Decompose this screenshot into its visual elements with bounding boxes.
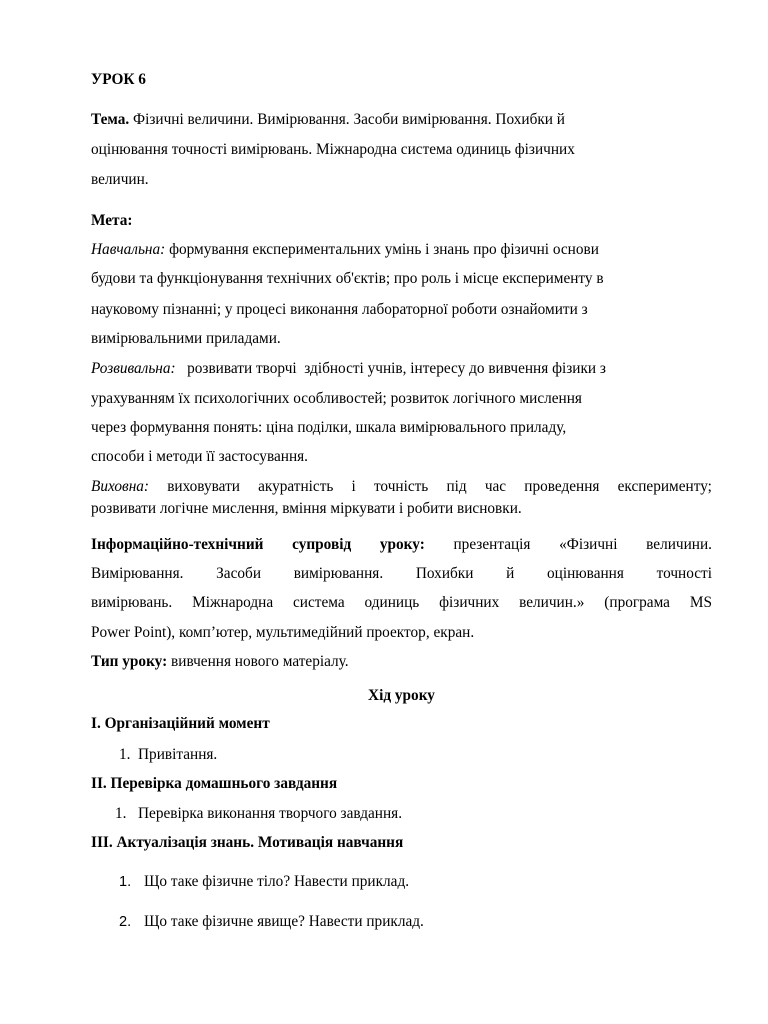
lesson-type: Тип уроку: вивчення нового матеріалу. bbox=[91, 653, 349, 670]
topic-line-3: величин. bbox=[91, 171, 149, 188]
developmental-goal-line-1: Розвивальна: розвивати творчі здібності учнів, інтересу до вивчення фізики з bbox=[91, 360, 606, 377]
upbringing-goal-line-1: Виховна: виховувати акуратність і точність під час проведення експерименту; bbox=[91, 478, 712, 495]
list-item: 1. Перевірка виконання творчого завдання. bbox=[115, 805, 403, 822]
educational-goal-line-2: будови та функціонування технічних об'єктів; про роль і місце експерименту в bbox=[91, 270, 604, 287]
developmental-label: Розвивальна: bbox=[91, 360, 176, 377]
support-line-1: Інформаційно-технічний супровід уроку: презентація «Фізичні величини. bbox=[91, 536, 712, 553]
list-item: 1. Що таке фізичне тіло? Навести приклад. bbox=[119, 873, 410, 890]
educational-label: Навчальна: bbox=[91, 241, 166, 258]
developmental-goal-line-3: через формування понять: ціна поділки, шкала вимірювального приладу, bbox=[91, 419, 567, 436]
lesson-title: УРОК 6 bbox=[91, 71, 146, 88]
upbringing-label: Виховна: bbox=[91, 478, 150, 495]
educational-goal-line-1: Навчальна: формування експериментальних умінь і знань про фізичні основи bbox=[91, 241, 599, 258]
goal-label: Мета: bbox=[91, 212, 133, 229]
educational-goal-line-4: вимірювальними приладами. bbox=[91, 330, 281, 347]
lesson-type-label: Тип уроку: bbox=[91, 653, 168, 670]
topic-line-1: Тема. Фізичні величини. Вимірювання. Засоби вимірювання. Похибки й bbox=[91, 111, 565, 128]
support-line-3: вимірювань. Міжнародна система одиниць фізичних величин.» (програма MS bbox=[91, 594, 712, 611]
support-line-2: Вимірювання. Засоби вимірювання. Похибки й оцінювання точності bbox=[91, 565, 712, 582]
section-title: ІІІ. Актуалізація знань. Мотивація навчання bbox=[91, 834, 404, 851]
list-item: 2. Що таке фізичне явище? Навести приклад. bbox=[119, 913, 424, 930]
support-line-4: Power Point), комп’ютер, мультимедійний проектор, екран. bbox=[91, 624, 475, 641]
upbringing-goal-line-2: розвивати логічне мислення, вміння міркувати і робити висновки. bbox=[91, 500, 522, 517]
course-heading: Хід уроку bbox=[368, 687, 435, 704]
list-item: 1. Привітання. bbox=[119, 746, 218, 763]
developmental-goal-line-2: урахуванням їх психологічних особливостей; розвиток логічного мислення bbox=[91, 390, 582, 407]
topic-label: Тема. bbox=[91, 111, 130, 128]
topic-line-2: оцінювання точності вимірювань. Міжнародна система одиниць фізичних bbox=[91, 141, 575, 158]
developmental-goal-line-4: способи і методи її застосування. bbox=[91, 448, 309, 465]
educational-goal-line-3: науковому пізнанні; у процесі виконання лабораторної роботи ознайомити з bbox=[91, 301, 588, 318]
section-title: ІІ. Перевірка домашнього завдання bbox=[91, 775, 338, 792]
section-title: І. Організаційний момент bbox=[91, 715, 270, 732]
